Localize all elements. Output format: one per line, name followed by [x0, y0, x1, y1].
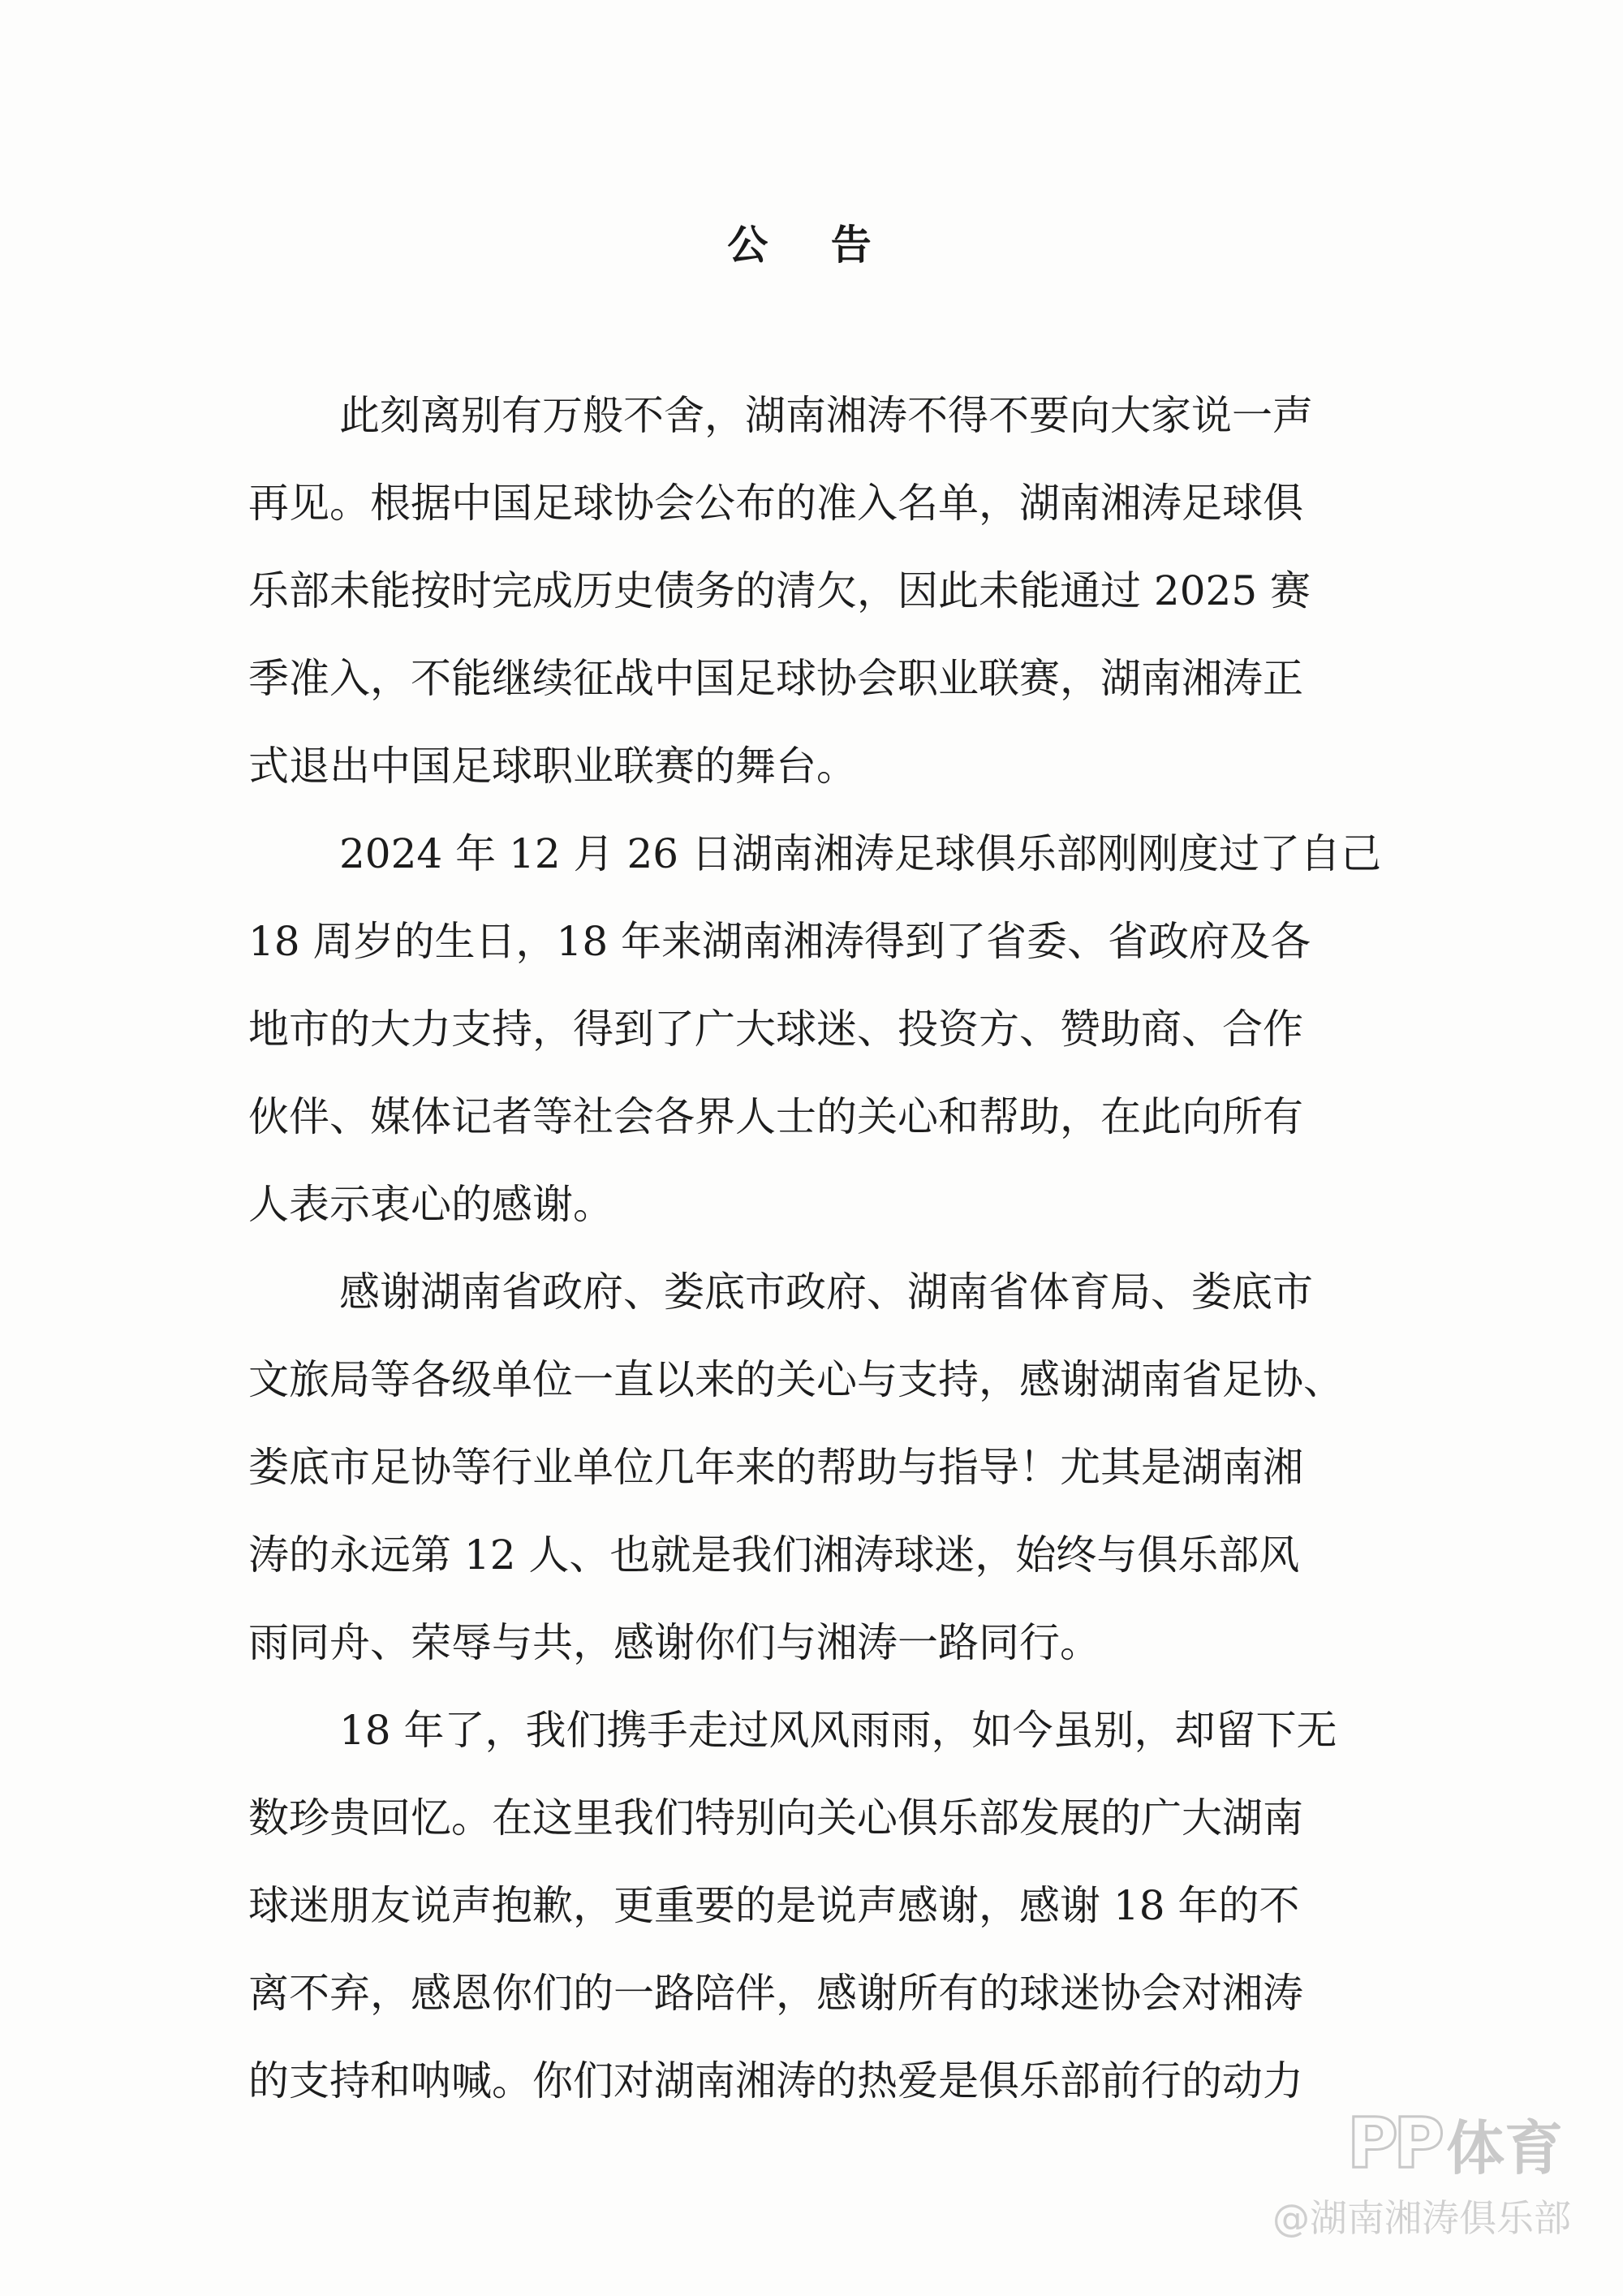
text-line: 感谢湖南省政府、娄底市政府、湖南省体育局、娄底市 [339, 1269, 1313, 1316]
text-line: 球迷朋友说声抱歉，更重要的是说声感谢，感谢 18 年的不 [248, 1882, 1300, 1929]
text-line: 18 年了，我们携手走过风风雨雨，如今虽别，却留下无 [339, 1707, 1337, 1754]
text-line: 季准入，不能继续征战中国足球协会职业联赛，湖南湘涛正 [248, 655, 1303, 702]
text-line: 离不弃，感恩你们的一路陪伴，感谢所有的球迷协会对湘涛 [248, 1970, 1303, 2017]
text-line: 伙伴、媒体记者等社会各界人士的关心和帮助，在此向所有 [248, 1093, 1303, 1140]
announcement-body [248, 372, 1384, 2125]
pp-sports-logo [1347, 2103, 1563, 2184]
pp-logo-mark: PP [1346, 2103, 1440, 2184]
text-line: 地市的大力支持，得到了广大球迷、投资方、赞助商、合作 [248, 1006, 1303, 1053]
text-line: 雨同舟、荣辱与共，感谢你们与湘涛一路同行。 [248, 1619, 1100, 1666]
text-line: 文旅局等各级单位一直以来的关心与支持，感谢湖南省足协、 [248, 1356, 1344, 1403]
text-line: 式退出中国足球职业联赛的舞台。 [248, 743, 857, 790]
text-line: 数珍贵回忆。在这里我们特别向关心俱乐部发展的广大湖南 [248, 1794, 1303, 1842]
text-line: 的支持和呐喊。你们对湖南湘涛的热爱是俱乐部前行的动力 [248, 2057, 1303, 2104]
text-line: 人表示衷心的感谢。 [248, 1181, 613, 1228]
weibo-handle: @湖南湘涛俱乐部 [1272, 2196, 1571, 2240]
text-line: 2024 年 12 月 26 日湖南湘涛足球俱乐部刚刚度过了自己 [339, 830, 1381, 877]
text-line: 再见。根据中国足球协会公布的准入名单，湖南湘涛足球俱 [248, 480, 1303, 527]
text-line: 18 周岁的生日，18 年来湖南湘涛得到了省委、省政府及各 [248, 918, 1311, 965]
text-line: 乐部未能按时完成历史债务的清欠，因此未能通过 2025 赛 [248, 567, 1311, 614]
text-line: 此刻离别有万般不舍，湖南湘涛不得不要向大家说一声 [339, 392, 1313, 439]
text-line: 娄底市足协等行业单位几年来的帮助与指导！尤其是湖南湘 [248, 1444, 1303, 1491]
watermark [1230, 2103, 1571, 2249]
document-title: 公 告 [727, 221, 896, 269]
text-line: 涛的永远第 12 人、也就是我们湘涛球迷，始终与俱乐部风 [248, 1531, 1300, 1579]
pp-logo-suffix: 体育 [1445, 2114, 1563, 2182]
